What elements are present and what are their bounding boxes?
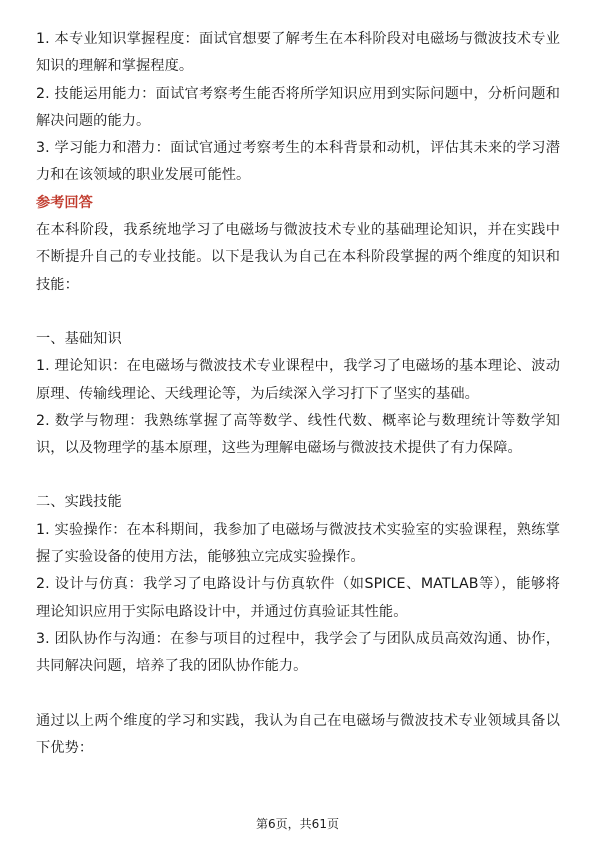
answer-heading: 参考回答 [36, 194, 93, 211]
section2-item-2: 2. 设计与仿真：我学习了电路设计与仿真软件（如SPICE、MATLAB等），能够将理论知识应用于实际电路设计中，并通过仿真验证其性能。 [36, 576, 560, 620]
document-page [36, 26, 560, 762]
section1-item-1: 1. 理论知识：在电磁场与微波技术专业课程中，我学习了电磁场的基本理论、波动原理、传输线理论、天线理论等，为后续深入学习打下了坚实的基础。 [36, 358, 560, 402]
page-footer: 第6页，共61页 [256, 817, 339, 831]
intro-item-1: 1. 本专业知识掌握程度：面试官想要了解考生在本科阶段对电磁场与微波技术专业知识的理解和掌握程度。 [36, 31, 560, 75]
intro-item-3: 3. 学习能力和潜力：面试官通过考察考生的本科背景和动机，评估其未来的学习潜力和在该领域的职业发展可能性。 [36, 140, 560, 184]
section1-title: 一、基础知识 [36, 330, 122, 347]
answer-intro: 在本科阶段，我系统地学习了电磁场与微波技术专业的基础理论知识，并在实践中不断提升自己的专业技能。以下是我认为自己在本科阶段掌握的两个维度的知识和技能： [36, 222, 560, 293]
intro-item-2: 2. 技能运用能力：面试官考察考生能否将所学知识应用到实际问题中，分析问题和解决问题的能力。 [36, 85, 560, 129]
spacer [36, 462, 560, 489]
section2-item-3: 3. 团队协作与沟通：在参与项目的过程中，我学会了与团队成员高效沟通、协作，共同解决问题，培养了我的团队协作能力。 [36, 630, 560, 675]
section2-title: 二、实践技能 [36, 494, 122, 511]
section2-item-1: 1. 实验操作：在本科期间，我参加了电磁场与微波技术实验室的实验课程，熟练掌握了实验设备的使用方法，能够独立完成实验操作。 [36, 521, 560, 566]
spacer [36, 681, 560, 708]
conclusion: 通过以上两个维度的学习和实践，我认为自己在电磁场与微波技术专业领域具备以下优势： [36, 712, 560, 756]
spacer [36, 299, 560, 326]
section1-item-2: 2. 数学与物理：我熟练掌握了高等数学、线性代数、概率论与数理统计等数学知识，以及物理学的基本原理，这些为理解电磁场与微波技术提供了有力保障。 [36, 412, 560, 457]
